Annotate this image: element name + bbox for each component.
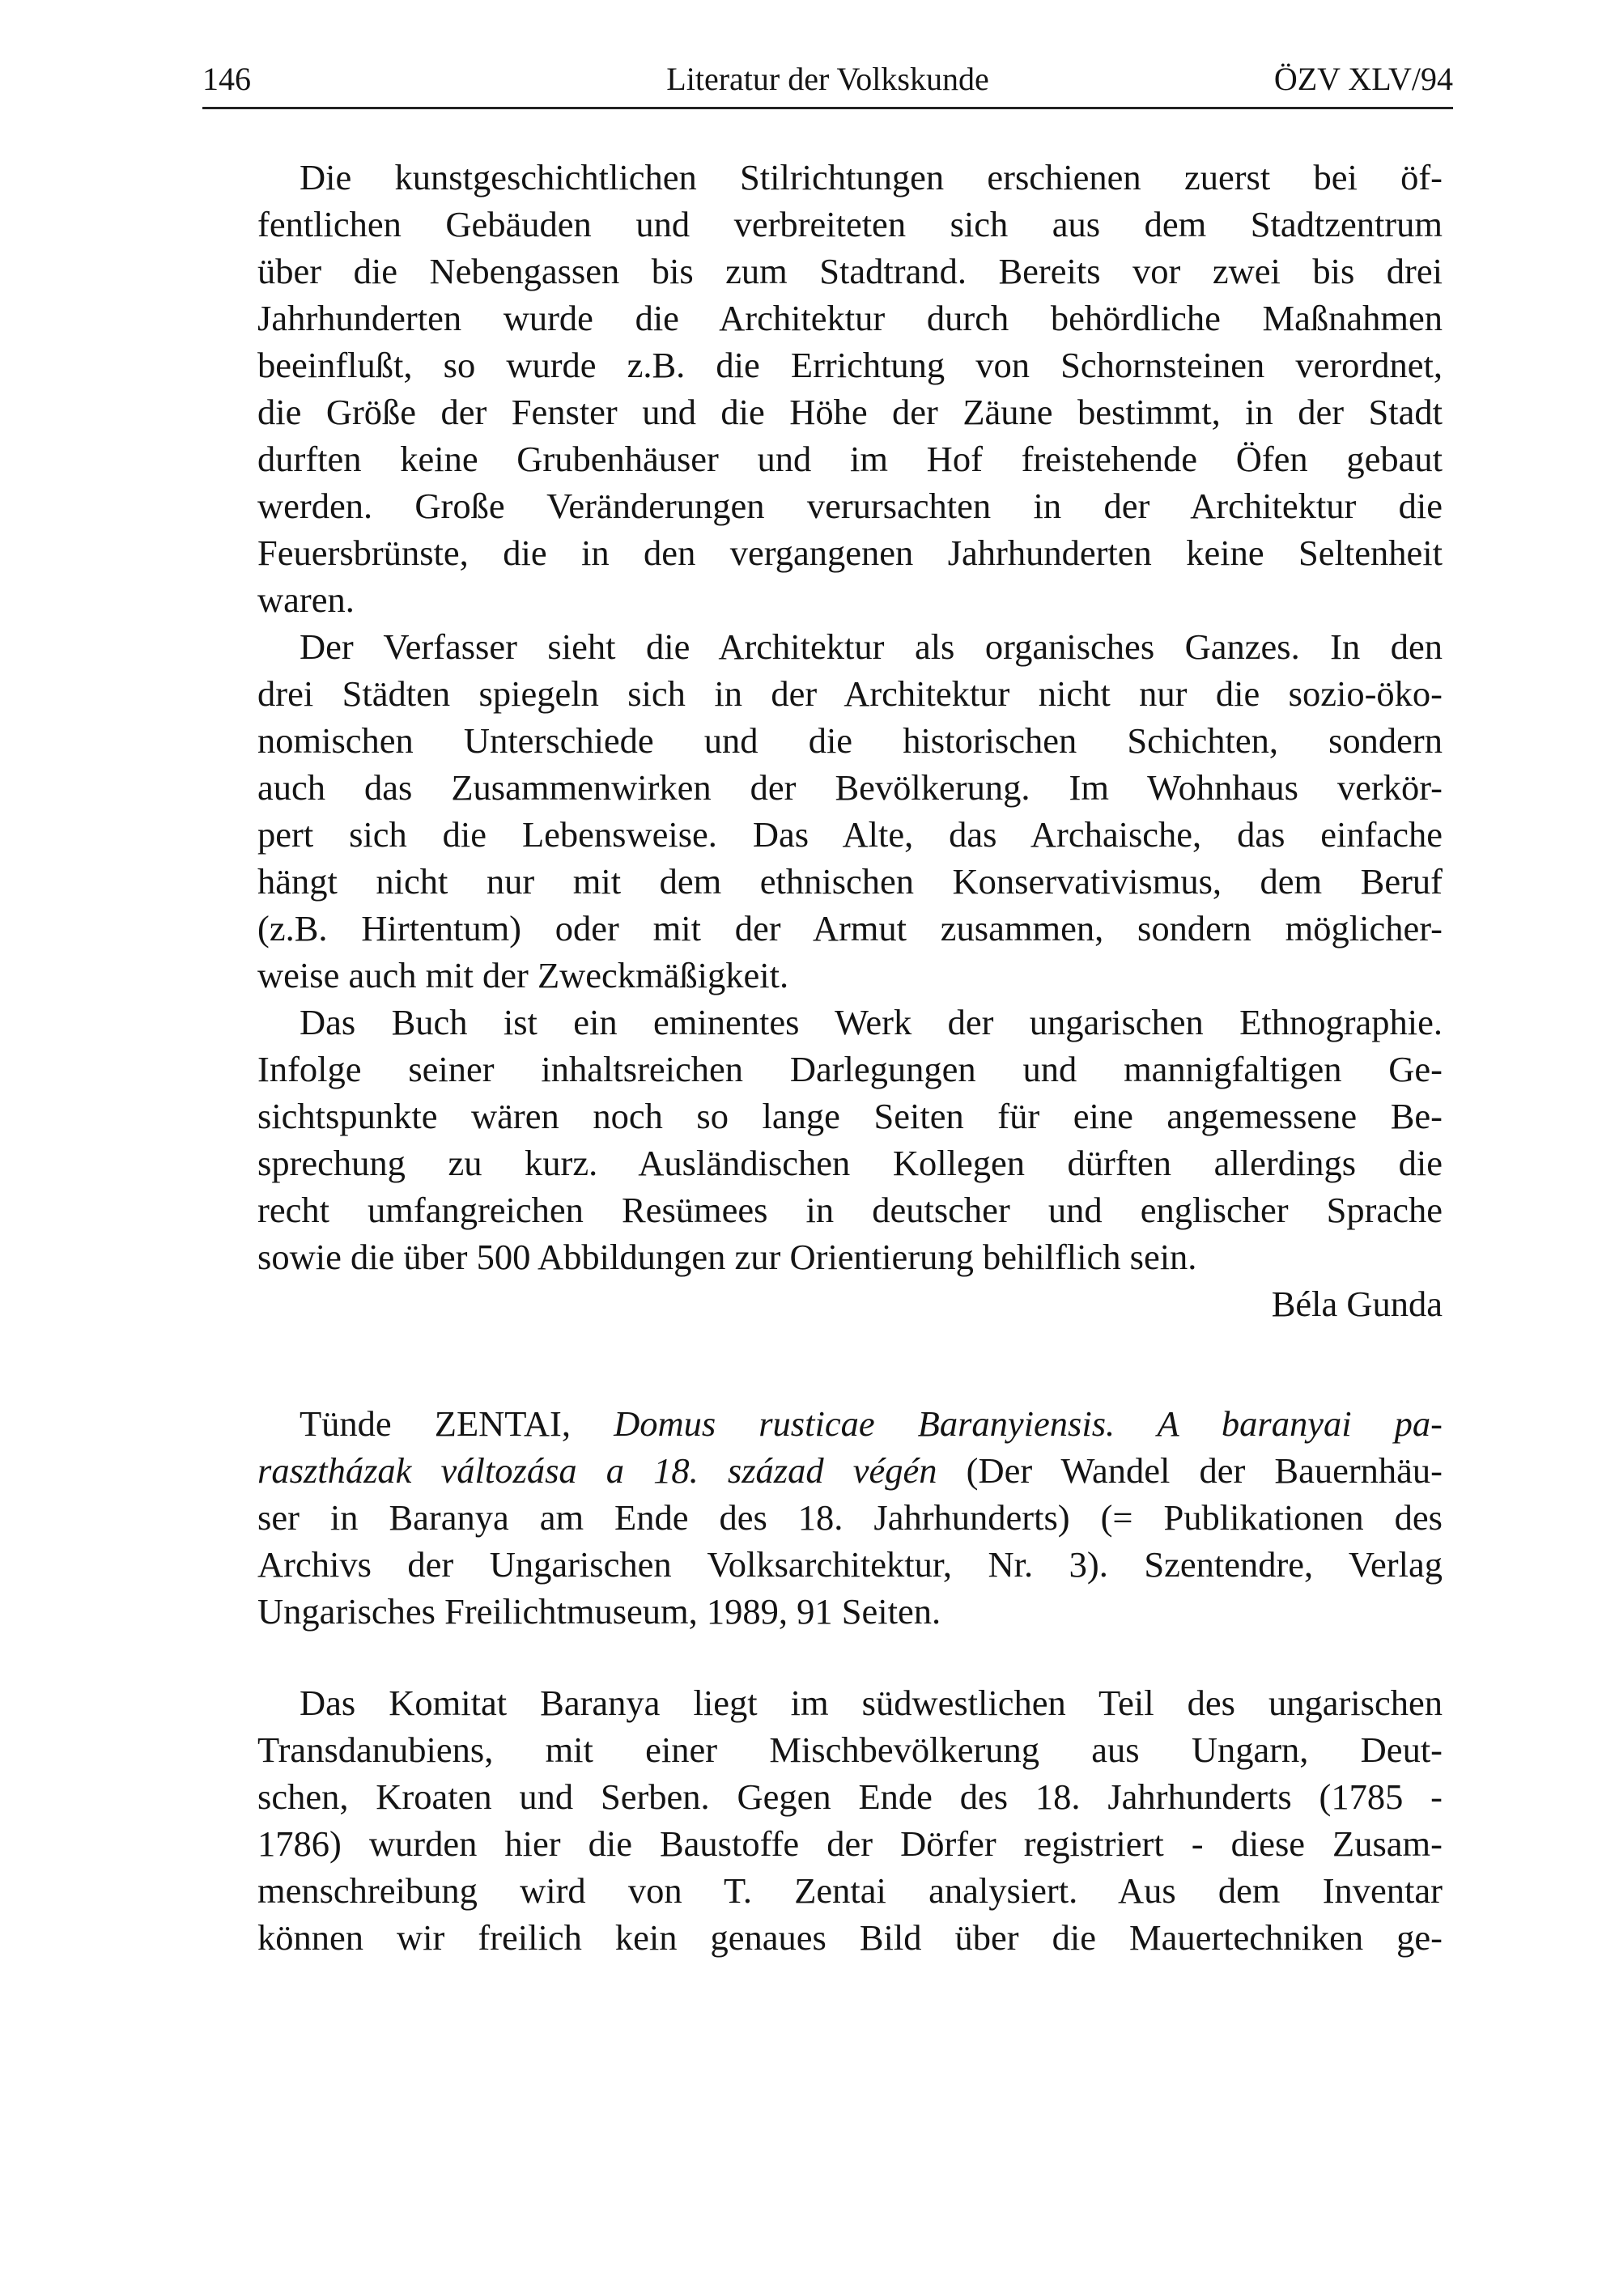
header-rule (202, 107, 1453, 109)
running-header (202, 49, 1453, 105)
text-line: Feuersbrünste, die in den vergangenen Jahrhunderten keine Seltenheit (257, 533, 1443, 573)
text-line: nomischen Unterschiede und die historischen Schichten, sondern (257, 720, 1443, 761)
text-line: können wir freilich kein genaues Bild über die Mauertechniken ge- (257, 1917, 1443, 1958)
journal-volume: ÖZV XLV/94 (1273, 61, 1453, 97)
page-number: 146 (202, 61, 251, 97)
text-line: hängt nicht nur mit dem ethnischen Konservativismus, dem Beruf (257, 861, 1443, 902)
text-line: beeinflußt, so wurde z.B. die Errichtung von Schornsteinen verordnet, (257, 345, 1443, 385)
citation-title: rasztházak változása a 18. század végén (257, 1450, 937, 1491)
text-line: durften keine Grubenhäuser und im Hof freistehende Öfen gebaut (257, 439, 1443, 479)
text-line: sichtspunkte wären noch so lange Seiten für eine angemessene Be- (257, 1096, 1443, 1136)
citation-line (257, 1447, 1443, 1494)
text-line: werden. Große Veränderungen verursachten in der Architektur die (257, 486, 1443, 526)
text-line: sprechung zu kurz. Ausländischen Kollegen dürften allerdings die (257, 1143, 1443, 1183)
citation-line (257, 1400, 1443, 1447)
citation-line: Ungarisches Freilichtmuseum, 1989, 91 Seiten. (257, 1591, 941, 1632)
citation-translation: (Der Wandel der Bauernhäu- (937, 1450, 1443, 1491)
review-2-citation (257, 1400, 1443, 1635)
text-line: Das Buch ist ein eminentes Werk der ungarischen Ethnographie. (300, 1002, 1443, 1042)
text-line: Der Verfasser sieht die Architektur als organisches Ganzes. In den (300, 626, 1443, 667)
reviewer-signature: Béla Gunda (1271, 1284, 1443, 1324)
text-line: über die Nebengassen bis zum Stadtrand. Bereits vor zwei bis drei (257, 251, 1443, 291)
citation-title: Domus rusticae Baranyiensis. A baranyai pa- (614, 1403, 1443, 1444)
text-line: waren. (257, 579, 355, 620)
review-2-body (257, 1679, 1443, 1961)
text-line: schen, Kroaten und Serben. Gegen Ende des 18. Jahrhunderts (1785 - (257, 1776, 1443, 1817)
text-line: menschreibung wird von T. Zentai analysiert. Aus dem Inventar (257, 1870, 1443, 1911)
text-line: pert sich die Lebensweise. Das Alte, das Archaische, das einfache (257, 814, 1443, 855)
text-line: die Größe der Fenster und die Höhe der Zäune bestimmt, in der Stadt (257, 392, 1443, 432)
text-line: Das Komitat Baranya liegt im südwestlichen Teil des ungarischen (300, 1683, 1443, 1723)
text-line: fentlichen Gebäuden und verbreiteten sich aus dem Stadtzentrum (257, 204, 1443, 244)
text-line: weise auch mit der Zweckmäßigkeit. (257, 955, 789, 995)
text-line: sowie die über 500 Abbildungen zur Orientierung behilflich sein. (257, 1237, 1197, 1277)
text-line: (z.B. Hirtentum) oder mit der Armut zusammen, sondern möglicher- (257, 908, 1443, 949)
citation-line: ser in Baranya am Ende des 18. Jahrhunderts) (= Publikationen des (257, 1497, 1443, 1538)
text-line: Die kunstgeschichtlichen Stilrichtungen erschienen zuerst bei öf- (300, 157, 1443, 197)
text-line: drei Städten spiegeln sich in der Architektur nicht nur die sozio-öko- (257, 673, 1443, 714)
text-line: Jahrhunderten wurde die Architektur durch behördliche Maßnahmen (257, 298, 1443, 338)
citation-author: Tünde ZENTAI, (300, 1403, 614, 1444)
running-title: Literatur der Volkskunde (666, 61, 989, 97)
text-line: Transdanubiens, mit einer Mischbevölkerung aus Ungarn, Deut- (257, 1729, 1443, 1770)
text-line: recht umfangreichen Resümees in deutscher und englischer Sprache (257, 1190, 1443, 1230)
review-1-paragraph-1 (257, 154, 1443, 1327)
text-line: 1786) wurden hier die Baustoffe der Dörfer registriert - diese Zusam- (257, 1823, 1443, 1864)
text-line: auch das Zusammenwirken der Bevölkerung. Im Wohnhaus verkör- (257, 767, 1443, 808)
text-line: Infolge seiner inhaltsreichen Darlegungen und mannigfaltigen Ge- (257, 1049, 1443, 1089)
citation-line: Archivs der Ungarischen Volksarchitektur, Nr. 3). Szentendre, Verlag (257, 1544, 1443, 1585)
